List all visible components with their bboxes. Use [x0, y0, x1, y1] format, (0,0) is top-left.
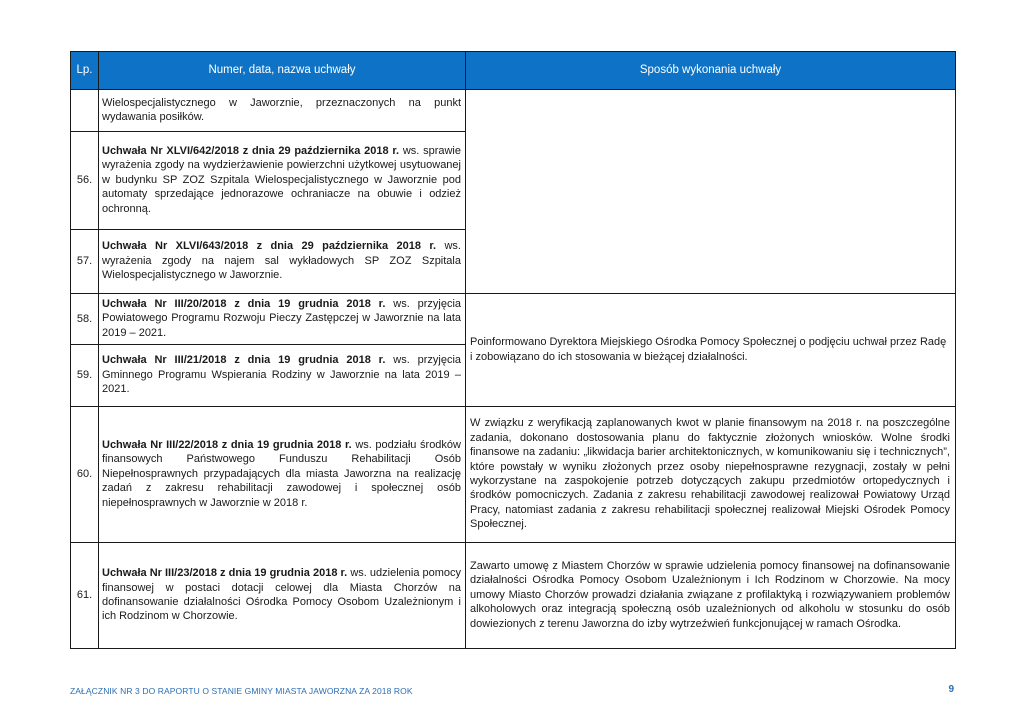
resolution-title: Uchwała Nr III/21/2018 z dnia 19 grudnia 2018 r. [102, 354, 386, 367]
table-row [71, 294, 956, 345]
resolution-description: ws. sprawie wyrażenia zgody na wydzierżawienie powierzchni użytkowej usytuowanej w budynku SP ZOZ Szpitala Wielospecjalistycznego w Jaworznie pod automaty sprzedające jednorazowe ochraniacze na obuwie i odzież ochronną. [102, 144, 461, 215]
resolution-cell [99, 132, 466, 230]
table-row [71, 543, 956, 649]
resolution-title: Uchwała Nr XLVI/643/2018 z dnia 29 października 2018 r. [102, 240, 437, 253]
resolution-title: Uchwała Nr III/20/2018 z dnia 19 grudnia 2018 r. [102, 297, 386, 310]
resolution-description: ws. udzielenia pomocy finansowej w postaci dotacji celowej dla Miasta Chorzów na dofinansowanie działalności Ośrodka Pomocy Osobom Uzależnionym i ich Rodzinom w Chorzowie. [102, 567, 462, 623]
execution-cell-empty [466, 90, 956, 294]
table-row [71, 407, 956, 543]
resolution-description: ws. wyrażenia zgody na najem sal wykładowych SP ZOZ Szpitala Wielospecjalistycznego w Jaworznie. [102, 240, 461, 282]
resolution-description: ws. przyjęcia Gminnego Programu Wspierania Rodziny w Jaworznie na lata 2019 – 2021. [102, 354, 462, 396]
resolution-cell [99, 230, 466, 294]
resolution-title: Uchwała Nr III/22/2018 z dnia 19 grudnia 2018 r. [102, 438, 352, 451]
resolution-cell [99, 543, 466, 649]
resolution-description: ws. podziału środków finansowych Państwowego Funduszu Rehabilitacji Osób Niepełnosprawnych przypadających dla miasta Jaworzna na realizację zadań z zakresu rehabilitacji zawodowej i społecznej osób niepełnosprawnych w Jaworznie w 2018 r. [102, 438, 461, 509]
row-number: 56. [71, 132, 99, 230]
resolution-description: ws. przyjęcia Powiatowego Programu Rozwoju Pieczy Zastępczej w Jaworznie na lata 2019 – 2021. [102, 297, 462, 339]
resolution-cell [99, 90, 466, 132]
resolution-title: Uchwała Nr XLVI/642/2018 z dnia 29 października 2018 r. [102, 144, 400, 157]
page-number: 9 [948, 684, 954, 695]
resolution-cell [99, 407, 466, 543]
row-number: 61. [71, 543, 99, 649]
table-header-row [71, 52, 956, 90]
header-lp: Lp. [71, 52, 99, 90]
row-number: 59. [71, 345, 99, 407]
header-sposob: Sposób wykonania uchwały [466, 52, 956, 90]
resolution-cell [99, 294, 466, 345]
resolution-title: Uchwała Nr III/23/2018 z dnia 19 grudnia 2018 r. [102, 567, 348, 580]
table-row [71, 90, 956, 132]
resolution-cell [99, 345, 466, 407]
execution-cell: W związku z weryfikacją zaplanowanych kwot w planie finansowym na 2018 r. na poszczególne zadania, dokonano dostosowania planu do faktycznie złożonych wniosków. Wolne środki finansowe na zadaniu: „likwidacja barier architektonicznych, w komunikowaniu się i technicznych”, które powstały w wyniku złożonych przez osoby niepełnosprawne rezygnacji, zostały w pełni wykorzystane na zaspokojenie potrzeb dotyczących zakupu przedmiotów ortopedycznych i środków pomocniczych. Zadania z zakresu rehabilitacji zawodowej realizował Powiatowy Urząd Pracy, natomiast zadania z zakresu rehabilitacji społecznej realizował Miejski Ośrodek Pomocy Społecznej. [466, 407, 956, 543]
row-number [71, 90, 99, 132]
execution-cell: Poinformowano Dyrektora Miejskiego Ośrodka Pomocy Społecznej o podjęciu uchwał przez Radę i zobowiązano do ich stosowania w bieżącej działalności. [466, 294, 956, 407]
execution-cell: Zawarto umowę z Miastem Chorzów w sprawie udzielenia pomocy finansowej na dofinansowanie działalności Ośrodka Pomocy Osobom Uzależnionym i Ich Rodzinom w Chorzowie. Na mocy umowy Miasto Chorzów prowadzi działania związane z profilaktyką i rozwiązywaniem problemów alkoholowych oraz integracją społeczną osób uzależnionych od alkoholu w stosunku do osób dowiezionych z terenu Jaworzna do izby wytrzeźwień funkcjonującej w ramach Ośrodka. [466, 543, 956, 649]
resolution-description: Wielospecjalistycznego w Jaworznie, przeznaczonych na punkt wydawania posiłków. [102, 96, 461, 123]
row-number: 57. [71, 230, 99, 294]
resolutions-table [70, 51, 956, 649]
row-number: 58. [71, 294, 99, 345]
header-uchwala: Numer, data, nazwa uchwały [99, 52, 466, 90]
row-number: 60. [71, 407, 99, 543]
footer-title: ZAŁĄCZNIK NR 3 DO RAPORTU O STANIE GMINY MIASTA JAWORZNA ZA 2018 ROK [70, 686, 413, 696]
